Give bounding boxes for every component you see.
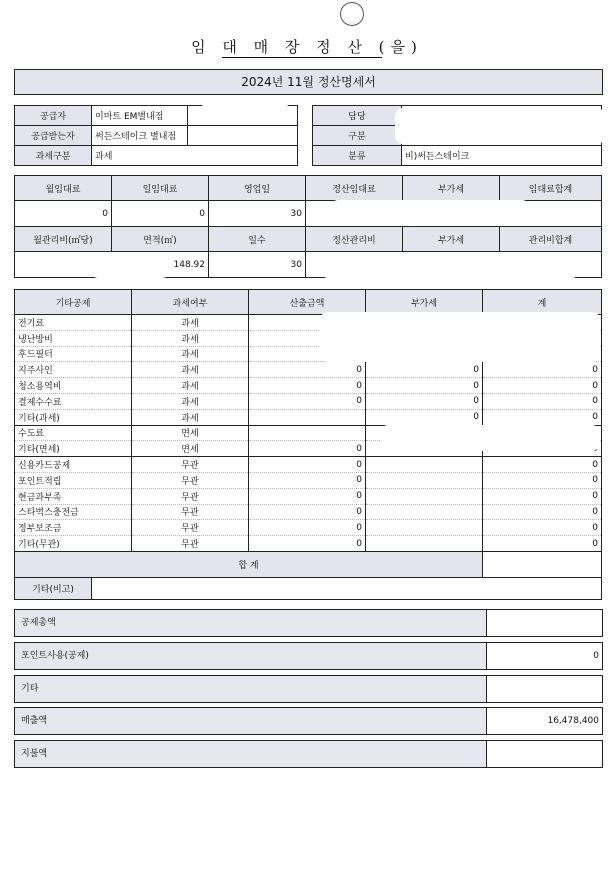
mgmt-days: 30 — [209, 252, 306, 278]
rent-header: 부가세 — [403, 176, 500, 201]
tax-status: 과세 — [132, 330, 249, 346]
tax-status: 무관 — [132, 536, 249, 552]
summary-label: 포인트사용(공제) — [21, 651, 89, 661]
deduction-name: 후드필터 — [15, 346, 132, 362]
calculated-amount: 0 — [249, 520, 366, 536]
note-value — [92, 577, 602, 599]
monthly-rent: 0 — [15, 201, 112, 227]
calculated-amount: 0 — [249, 488, 366, 504]
table-row — [15, 472, 602, 488]
mgmt-header: 부가세 — [403, 227, 500, 252]
deduction-name: 지주사인 — [15, 362, 132, 378]
redaction-mark — [90, 252, 170, 278]
redaction-mark — [380, 425, 600, 451]
deduction-name: 청소용역비 — [15, 378, 132, 394]
redaction-mark — [320, 252, 580, 278]
rent-header: 임대료합계 — [500, 176, 602, 201]
note-label: 기타(비고) — [15, 577, 92, 599]
summary-value — [486, 741, 602, 767]
deduction-name: 수도료 — [15, 425, 132, 441]
redaction-mark — [320, 312, 600, 362]
table-row — [15, 504, 602, 520]
vat-amount: 0 — [366, 393, 483, 409]
deduction-name: 현금과부족 — [15, 488, 132, 504]
redaction-mark — [540, 612, 600, 634]
vat-amount — [366, 488, 483, 504]
calculated-amount — [249, 409, 366, 425]
deduction-name: 기타(면세) — [15, 441, 132, 457]
division-label: 구분 — [313, 126, 402, 146]
summary-row-point-use — [14, 642, 603, 670]
tax-status: 면세 — [132, 425, 249, 441]
tax-type-label: 과세구분 — [15, 146, 92, 166]
mgmt-header: 일수 — [209, 227, 306, 252]
punch-hole-circle — [340, 2, 364, 26]
summary-label: 매출액 — [21, 716, 48, 726]
summary-row-payment — [14, 740, 603, 768]
deduction-name: 기타(무관) — [15, 536, 132, 552]
total-label: 합 계 — [15, 551, 483, 577]
vat-amount — [366, 504, 483, 520]
calculated-amount: 0 — [249, 393, 366, 409]
deduction-header: 과세여부 — [132, 290, 249, 315]
deduction-name: 냉난방비 — [15, 330, 132, 346]
row-total: 0 — [483, 536, 602, 552]
row-total: 0 — [483, 504, 602, 520]
row-total: 0 — [483, 520, 602, 536]
daily-rent: 0 — [112, 201, 209, 227]
rent-header: 월임대료 — [15, 176, 112, 201]
table-row — [15, 378, 602, 394]
calculated-amount: 0 — [249, 378, 366, 394]
document-title: 임 대 매 장 정 산 (을) — [191, 38, 423, 56]
vat-amount: 0 — [366, 378, 483, 394]
deduction-header: 부가세 — [366, 290, 483, 315]
table-row — [15, 393, 602, 409]
vat-amount: 0 — [366, 409, 483, 425]
deduction-name: 정부보조금 — [15, 520, 132, 536]
receiver-label: 공급받는자 — [15, 126, 92, 146]
row-total: 0 — [483, 488, 602, 504]
summary-label: 기타 — [21, 684, 39, 694]
table-row — [15, 457, 602, 473]
mgmt-header: 월관리비(㎡당) — [15, 227, 112, 252]
row-total: 0 — [483, 409, 602, 425]
redaction-mark — [330, 200, 530, 226]
tax-status: 무관 — [132, 472, 249, 488]
calculated-amount — [249, 425, 366, 441]
title-underline — [222, 57, 382, 58]
supplier-value: 이마트 EM별내점 — [92, 106, 188, 126]
row-total: 0 — [483, 472, 602, 488]
table-row — [15, 536, 602, 552]
summary-value: 0 — [486, 643, 602, 669]
rent-header: 일임대료 — [112, 176, 209, 201]
redaction-mark — [395, 108, 605, 144]
mgmt-header: 관리비합계 — [500, 227, 602, 252]
table-row — [15, 520, 602, 536]
table-row — [15, 488, 602, 504]
tax-status: 과세 — [132, 346, 249, 362]
deduction-header: 기타공제 — [15, 290, 132, 315]
grand-total-value — [483, 551, 602, 577]
table-row — [15, 409, 602, 425]
mgmt-header: 면적(㎡) — [112, 227, 209, 252]
tax-status: 과세 — [132, 315, 249, 331]
vat-amount: 0 — [366, 362, 483, 378]
tax-status: 무관 — [132, 504, 249, 520]
deduction-name: 스타벅스충전금 — [15, 504, 132, 520]
statement-banner: 2024년 11월 정산명세서 — [14, 69, 603, 95]
deduction-header: 계 — [483, 290, 602, 315]
summary-row-other — [14, 675, 603, 703]
supplier-label: 공급자 — [15, 106, 92, 126]
summary-label: 지불액 — [21, 749, 48, 759]
calculated-amount: 0 — [249, 504, 366, 520]
tax-status: 과세 — [132, 378, 249, 394]
category-value: 비)써든스테이크 — [402, 146, 602, 166]
calculated-amount: 0 — [249, 441, 366, 457]
summary-row-sales — [14, 707, 603, 735]
table-row — [15, 362, 602, 378]
business-days: 30 — [209, 201, 306, 227]
redaction-mark — [540, 678, 600, 700]
vat-amount — [366, 520, 483, 536]
mgmt-header: 정산관리비 — [306, 227, 403, 252]
tax-status: 무관 — [132, 520, 249, 536]
category-label: 분류 — [313, 146, 402, 166]
summary-row-deduction-total — [14, 609, 603, 637]
tax-status: 무관 — [132, 457, 249, 473]
tax-status: 과세 — [132, 409, 249, 425]
calculated-amount: 0 — [249, 536, 366, 552]
deduction-name: 신용카드공제 — [15, 457, 132, 473]
area-value: 148.92 — [112, 252, 209, 278]
summary-label: 공제총액 — [21, 618, 56, 628]
receiver-extra — [188, 126, 298, 146]
row-total: 0 — [483, 393, 602, 409]
deduction-name: 포인트적립 — [15, 472, 132, 488]
row-total: 0 — [483, 378, 602, 394]
vat-amount — [366, 472, 483, 488]
deduction-name: 기타(과세) — [15, 409, 132, 425]
vat-amount — [366, 536, 483, 552]
tax-status: 무관 — [132, 488, 249, 504]
calculated-amount: 0 — [249, 472, 366, 488]
summary-value: 16,478,400 — [486, 708, 602, 734]
row-total: 0 — [483, 457, 602, 473]
tax-status: 과세 — [132, 362, 249, 378]
deduction-name: 결제수수료 — [15, 393, 132, 409]
tax-type-value: 과세 — [92, 146, 298, 166]
tax-status: 면세 — [132, 441, 249, 457]
vat-amount — [366, 457, 483, 473]
tax-status: 과세 — [132, 393, 249, 409]
rent-header: 영업일 — [209, 176, 306, 201]
calculated-amount: 0 — [249, 457, 366, 473]
calculated-amount: 0 — [249, 362, 366, 378]
receiver-value: 써든스테이크 별내점 — [92, 126, 188, 146]
redaction-mark — [200, 103, 290, 125]
rent-header: 정산임대료 — [306, 176, 403, 201]
row-total: 0 — [483, 362, 602, 378]
deduction-name: 전기료 — [15, 315, 132, 331]
manager-label: 담당 — [313, 106, 402, 126]
deduction-header: 산출금액 — [249, 290, 366, 315]
